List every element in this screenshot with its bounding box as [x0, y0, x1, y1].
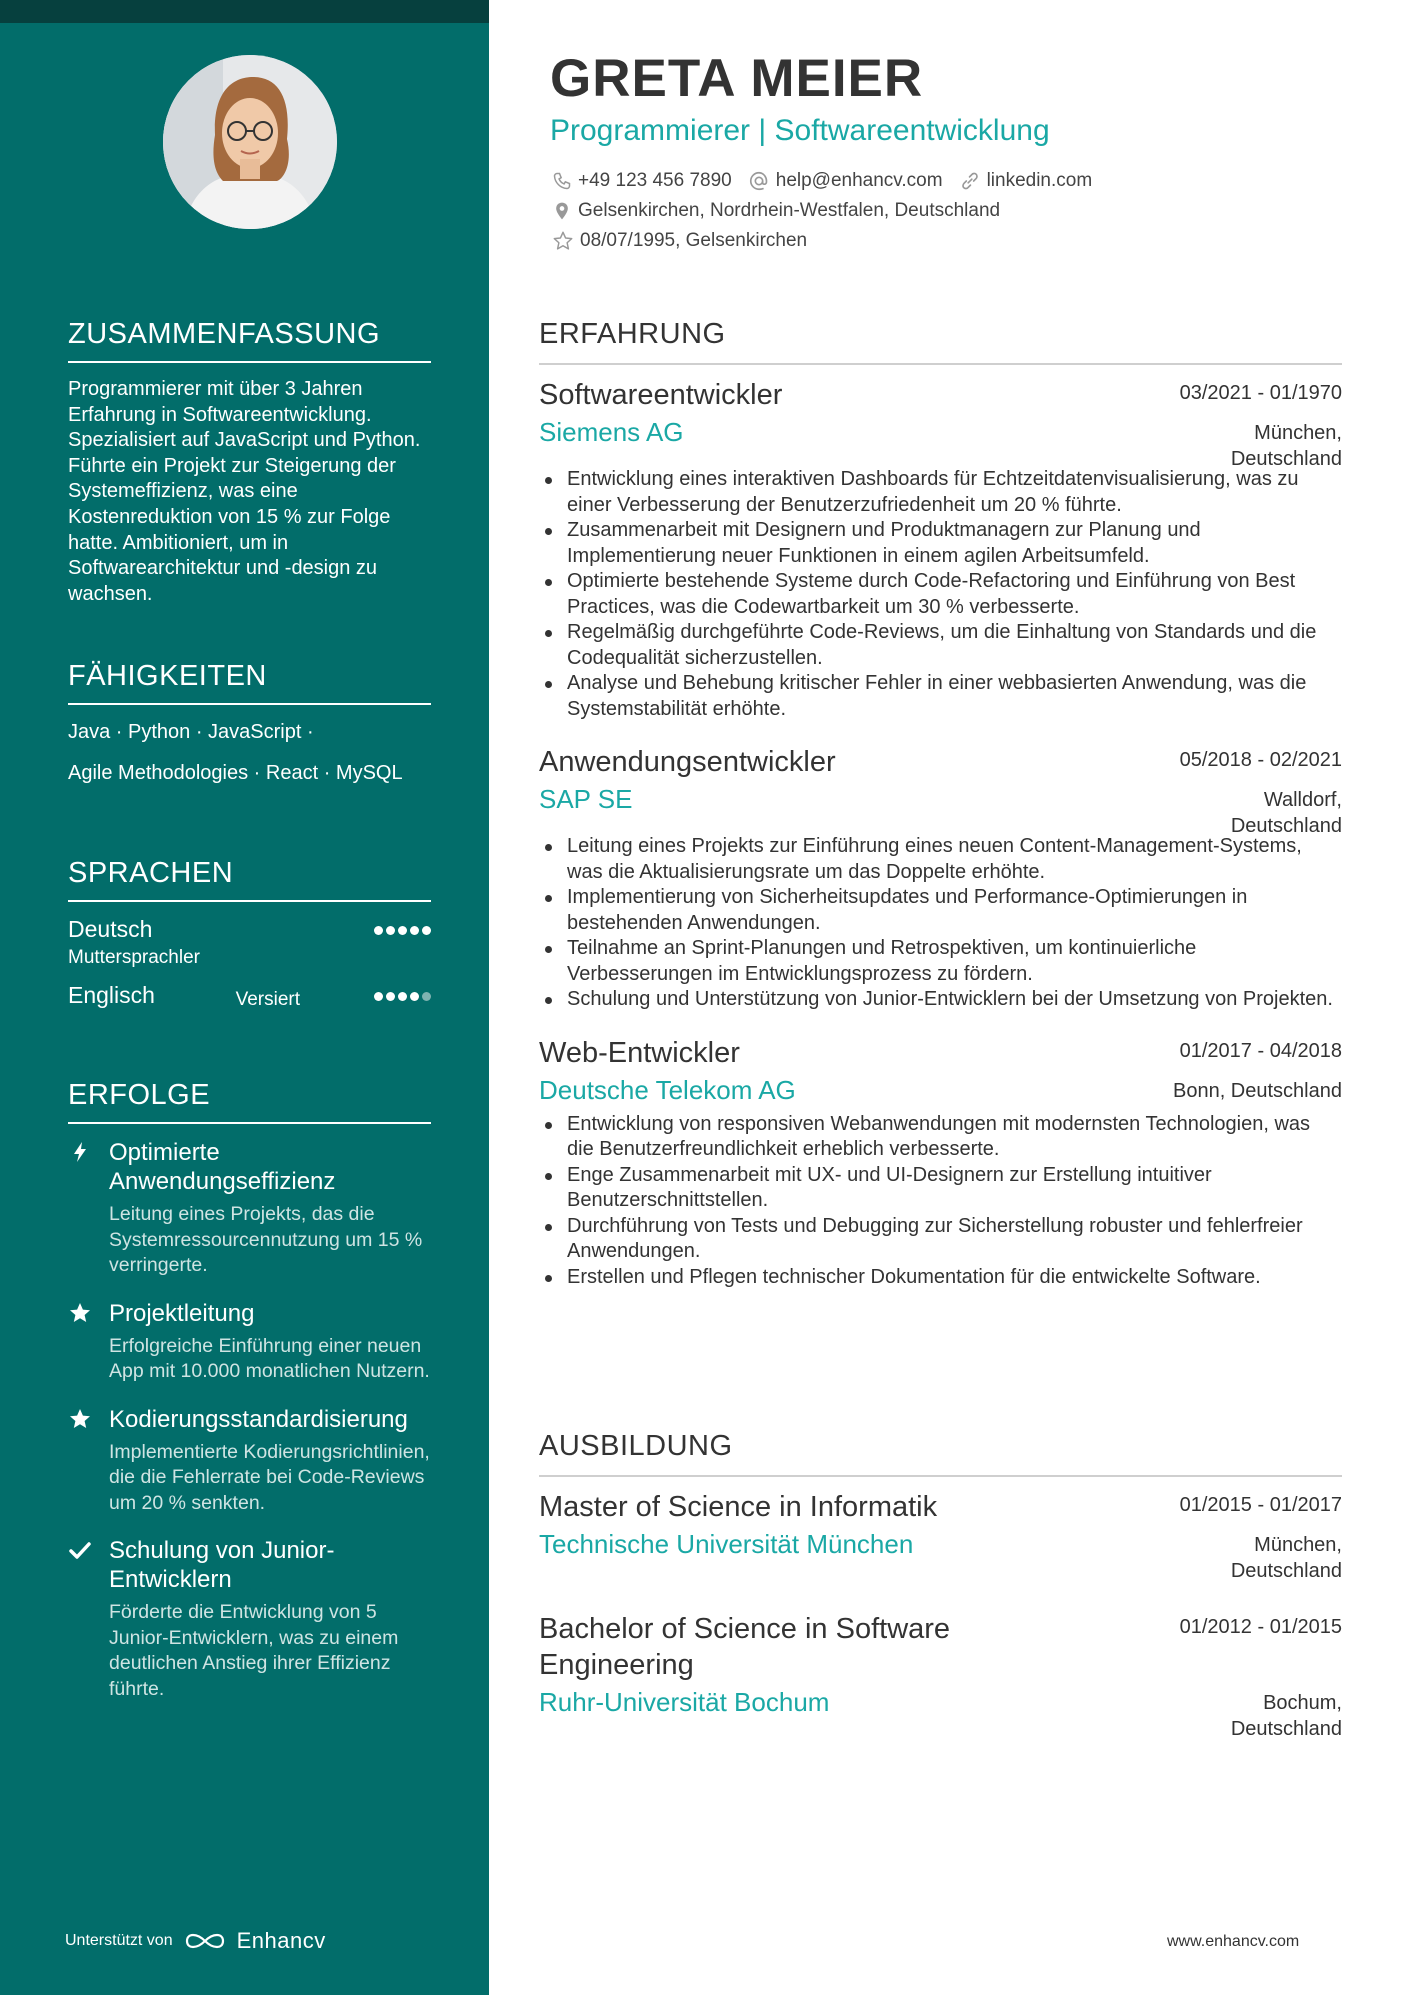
- check-icon: [68, 1538, 92, 1562]
- job-bullets: [539, 1112, 1342, 1291]
- phone-text[interactable]: +49 123 456 7890: [578, 170, 732, 191]
- bullet-item: Optimierte bestehende Systeme durch Code-Refactoring und Einführung von Best Practices, was die Codewartbarkeit um 30 % verbesserte.: [539, 569, 1342, 620]
- education-date: 01/2015 - 01/2017: [1179, 1494, 1342, 1516]
- achievement-item: [68, 1536, 431, 1702]
- skills-title: FÄHIGKEITEN: [68, 660, 431, 705]
- job-date: 01/2017 - 04/2018: [1179, 1039, 1342, 1062]
- profile-photo: [163, 55, 337, 229]
- job-company: Deutsche Telekom AG: [539, 1074, 796, 1105]
- proficiency-dot-filled: [386, 926, 395, 935]
- sidebar-top-strip: [0, 0, 489, 23]
- summary-title: ZUSAMMENFASSUNG: [68, 318, 431, 363]
- job-bullets: [539, 467, 1342, 722]
- education-entry: [539, 1611, 1342, 1741]
- job-company: Siemens AG: [539, 417, 684, 447]
- bullet-item: Durchführung von Tests und Debugging zur Sicherstellung robuster und fehlerfreier Anwendungen.: [539, 1214, 1342, 1265]
- bullet-item: Schulung und Unterstützung von Junior-Entwicklern bei der Umsetzung von Projekten.: [539, 987, 1342, 1013]
- achievement-title: Schulung von Junior-Entwicklern: [109, 1537, 335, 1593]
- phone-icon: [552, 171, 572, 191]
- location-row: [552, 200, 1000, 222]
- location-pin-icon: [552, 201, 572, 221]
- powered-brand: Enhancv: [236, 1928, 326, 1953]
- job-title: Anwendungsentwickler: [539, 746, 836, 778]
- bullet-item: Enge Zusammenarbeit mit UX- und UI-Designern zur Erstellung intuitiver Benutzerschnittstellen.: [539, 1163, 1342, 1214]
- proficiency-dot-filled: [374, 926, 383, 935]
- language-name: Englisch: [68, 982, 155, 1008]
- star-outline-icon: [552, 230, 574, 252]
- job-entry: [539, 377, 1342, 722]
- powered-label: Unterstützt von: [65, 1932, 173, 1949]
- contact-row: [552, 170, 1092, 192]
- language-dots: [374, 992, 431, 1001]
- language-item: [68, 916, 431, 976]
- footer-url[interactable]: www.enhancv.com: [1167, 1933, 1300, 1950]
- achievement-desc: Erfolgreiche Einführung einer neuen App mit 10.000 monatlichen Nutzern.: [109, 1334, 430, 1382]
- achievements-title: ERFOLGE: [68, 1079, 431, 1124]
- location-text: Gelsenkirchen, Nordrhein-Westfalen, Deutschland: [578, 200, 1001, 221]
- job-title: Softwareentwickler: [539, 379, 783, 411]
- job-location: München, Deutschland: [1230, 422, 1342, 470]
- powered-by: [65, 1928, 326, 1954]
- achievement-item: [68, 1299, 431, 1385]
- summary-section: [68, 318, 431, 607]
- languages-section: [68, 857, 431, 1042]
- education-degree: Master of Science in Informatik: [539, 1491, 938, 1523]
- job-company: SAP SE: [539, 784, 633, 814]
- bullet-item: Leitung eines Projekts zur Einführung eines neuen Content-Management-Systems, was die Aktualisierungsrate um das Doppelte erhöhte.: [539, 834, 1342, 885]
- language-item: [68, 982, 431, 1042]
- education-school: Ruhr-Universität Bochum: [539, 1687, 830, 1717]
- bullet-item: Zusammenarbeit mit Designern und Produktmanagern zur Planung und Implementierung neuer Funktionen in einem agilen Arbeitsumfeld.: [539, 518, 1342, 569]
- achievements-section: [68, 1079, 431, 1702]
- education-degree: Bachelor of Science in Software Engineering: [539, 1613, 951, 1681]
- birth-row: [552, 230, 807, 252]
- language-dots: [374, 926, 431, 935]
- language-level: Versiert: [235, 989, 300, 1010]
- experience-title: ERFAHRUNG: [539, 318, 1342, 365]
- bullet-item: Regelmäßig durchgeführte Code-Reviews, um die Einhaltung von Standards und die Codequalität sicherzustellen.: [539, 620, 1342, 671]
- achievement-title: Projektleitung: [109, 1299, 255, 1327]
- achievement-title: Optimierte Anwendungseffizienz: [109, 1139, 336, 1195]
- sidebar: [0, 0, 489, 1995]
- bolt-icon: [68, 1140, 92, 1164]
- bullet-item: Implementierung von Sicherheitsupdates und Performance-Optimierungen in bestehenden Anwendungen.: [539, 885, 1342, 936]
- bullet-item: Analyse und Behebung kritischer Fehler in einer webbasierten Anwendung, was die Systemstabilität erhöhte.: [539, 671, 1342, 722]
- proficiency-dot-filled: [386, 992, 395, 1001]
- proficiency-dot-empty: [422, 992, 431, 1001]
- proficiency-dot-filled: [398, 992, 407, 1001]
- job-location: Bonn, Deutschland: [1172, 1079, 1342, 1102]
- job-title: Web-Entwickler: [539, 1036, 740, 1069]
- job-date: 03/2021 - 01/1970: [1179, 382, 1342, 404]
- skills-line: Java · Python · JavaScript ·: [68, 721, 314, 743]
- bullet-item: Erstellen und Pflegen technischer Dokumentation für die entwickelte Software.: [539, 1265, 1342, 1291]
- education-location: Bochum, Deutschland: [1230, 1692, 1342, 1740]
- bullet-item: Entwicklung von responsiven Webanwendungen mit modernsten Technologien, was die Benutzerfreundlichkeit erheblich verbesserte.: [539, 1112, 1342, 1163]
- candidate-headline: Programmierer | Softwareentwicklung: [550, 114, 1050, 147]
- star-icon: [68, 1301, 92, 1325]
- candidate-name: GRETA MEIER: [550, 49, 924, 108]
- skills-line: Agile Methodologies · React · MySQL: [68, 762, 403, 784]
- language-level: Muttersprachler: [68, 947, 200, 968]
- education-location: München, Deutschland: [1230, 1534, 1342, 1582]
- at-icon: [748, 170, 770, 192]
- experience-section: [539, 318, 1342, 1290]
- job-entry: [539, 744, 1342, 1013]
- bullet-item: Entwicklung eines interaktiven Dashboards für Echtzeitdatenvisualisierung, was zu einer Verbesserung der Benutzerzufriedenheit um 20 % führte.: [539, 467, 1342, 518]
- achievement-desc: Förderte die Entwicklung von 5 Junior-Entwicklern, was zu einem deutlichen Anstieg ihrer Effizienz führte.: [109, 1601, 399, 1700]
- enhancv-logo-icon: [183, 1930, 227, 1952]
- education-title: AUSBILDUNG: [539, 1430, 1342, 1477]
- job-bullets: [539, 834, 1342, 1013]
- link-icon: [959, 170, 981, 192]
- star-icon: [68, 1407, 92, 1431]
- proficiency-dot-filled: [422, 926, 431, 935]
- education-entry: [539, 1489, 1342, 1593]
- birth-text: 08/07/1995, Gelsenkirchen: [580, 230, 808, 251]
- bullet-item: Teilnahme an Sprint-Planungen und Retrospektiven, um kontinuierliche Verbesserungen im Entwicklungsprozess zu fördern.: [539, 936, 1342, 987]
- languages-title: SPRACHEN: [68, 857, 431, 902]
- job-date: 05/2018 - 02/2021: [1179, 749, 1342, 771]
- achievement-item: [68, 1138, 431, 1279]
- education-date: 01/2012 - 01/2015: [1179, 1616, 1342, 1638]
- education-section: [539, 1430, 1342, 1741]
- job-entry: [539, 1035, 1342, 1291]
- proficiency-dot-filled: [410, 926, 419, 935]
- email-link[interactable]: help@enhancv.com: [775, 170, 943, 191]
- summary-text: Programmierer mit über 3 Jahren Erfahrung in Softwareentwicklung. Spezialisiert auf JavaScript und Python. Führte ein Projekt zur Steigerung der Systemeffizienz, was eine Kostenreduktion von 15 % zur Folge hatte. Ambitioniert, um in Softwarearchitektur und -design zu wachsen.: [68, 378, 421, 605]
- achievement-item: [68, 1405, 431, 1517]
- job-location: Walldorf, Deutschland: [1230, 789, 1342, 837]
- achievement-title: Kodierungsstandardisierung: [109, 1405, 408, 1433]
- achievement-desc: Implementierte Kodierungsrichtlinien, die die Fehlerrate bei Code-Reviews um 20 % senkten.: [109, 1440, 430, 1514]
- skills-section: [68, 660, 431, 785]
- linkedin-link[interactable]: linkedin.com: [986, 170, 1093, 191]
- proficiency-dot-filled: [398, 926, 407, 935]
- achievement-desc: Leitung eines Projekts, das die Systemressourcennutzung um 15 % verringerte.: [109, 1203, 423, 1276]
- education-school: Technische Universität München: [539, 1529, 914, 1559]
- language-name: Deutsch: [68, 916, 153, 942]
- proficiency-dot-filled: [374, 992, 383, 1001]
- proficiency-dot-filled: [410, 992, 419, 1001]
